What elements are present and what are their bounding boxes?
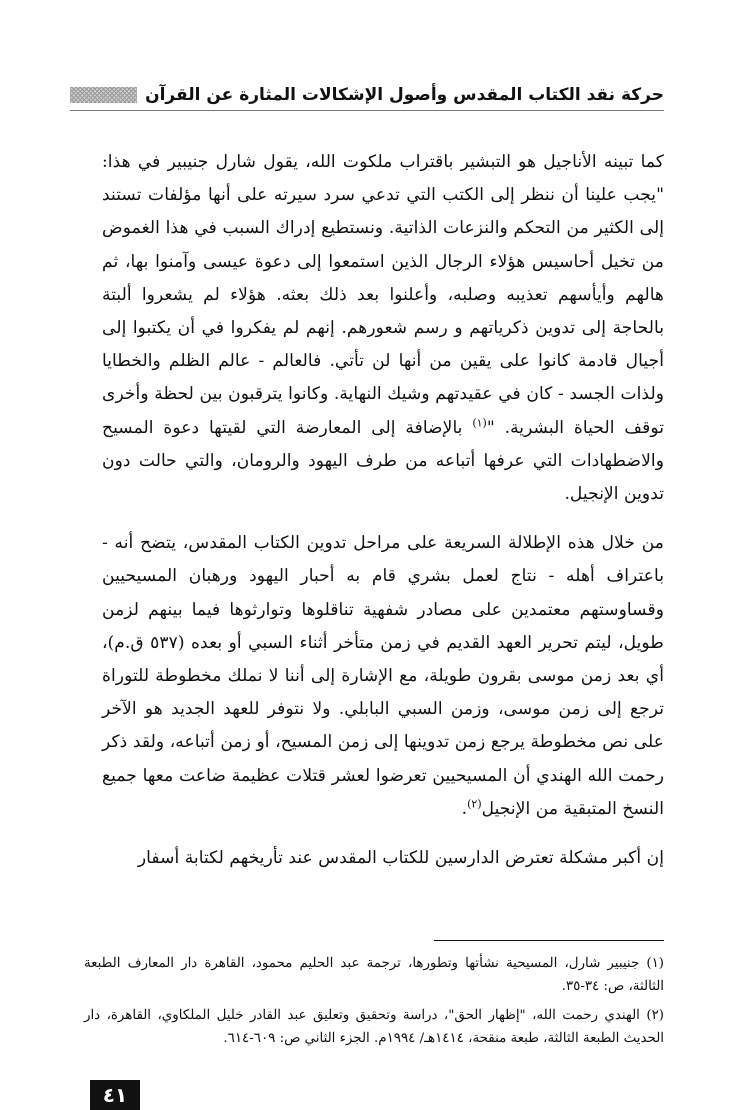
footnote-ref-2: (٢) [467, 797, 482, 811]
paragraph-3-text: إن أكبر مشكلة تعترض الدارسين للكتاب المقدس عند تأريخهم لكتابة أسفار [137, 848, 664, 869]
paragraph-2 [102, 527, 664, 826]
footnote-ref-1: (١) [472, 415, 487, 429]
body-text [102, 146, 664, 891]
paragraph-2-end: . [461, 798, 468, 819]
page-number: ٤١ [90, 1080, 140, 1110]
header-decorative-band [70, 87, 137, 103]
paragraph-2-text: من خلال هذه الإطلالة السريعة على مراحل تدوين الكتاب المقدس، يتضح أنه - باعتراف أهله - نتاج لعمل بشري قام به أحبار اليهود ورهبان المسيحيين وقساوستهم معتمدين على مصادر شفهية تناقلوها وتوارثوها فيما بينهم لزمن طويل، ليتم تحرير العهد القديم في زمن متأخر أثناء السبي أو بعده (٥٣٧ ق.م)، أي بعد زمن موسى بقرون طويلة، مع الإشارة إلى أننا لا نملك مخطوطة للتوراة ترجع إلى زمن موسى، وزمن السبي البابلي. ولا نتوفر للعهد الجديد هو الآخر على نص مخطوطة يرجع زمن تدوينها إلى زمن المسيح، أو زمن أتباعه، ولقد ذكر رحمت الله الهندي أن المسيحيين تعرضوا لعشر قتلات عظيمة ضاعت معها جميع النسخ المتبقية من الإنجيل [102, 533, 664, 819]
footnote-2: (٢) الهندي رحمت الله، "إظهار الحق"، دراسة وتحقيق وتعليق عبد القادر خليل الملكاوي، القاهرة، دار الحديث الطبعة الثالثة، طبعة منقحة، ١٤١٤هـ/ ١٩٩٤م. الجزء الثاني ص: ٦٠٩-٦١٤. [84, 1008, 664, 1046]
paragraph-1-continuation: بالإضافة إلى المعارضة التي لقيتها دعوة المسيح والاضطهادات التي عرفها أتباعه من طرف اليهود والرومان، والتي حالت دون تدوين الإنجيل. [102, 417, 664, 505]
running-header [70, 82, 664, 108]
footnote-1: (١) جنيبير شارل، المسيحية نشأتها وتطورها، ترجمة عبد الحليم محمود، القاهرة دار المعارف الطبعة الثالثة، ص: ٣٤-٣٥. [84, 956, 664, 994]
running-title: حركة نقد الكتاب المقدس وأصول الإشكالات المثارة عن القرآن [145, 85, 664, 105]
paragraph-3 [102, 842, 664, 875]
paragraph-1-text: كما تبينه الأناجيل هو التبشير باقتراب ملكوت الله، يقول شارل جنيبير في هذا: "يجب علينا أن ننظر إلى الكتب التي تدعي سرد سيرته على أنها مؤلفات تستند إلى الكثير من التحكم والنزعات الذاتية. ونستطيع إدراك السبب في هذا الغموض من تخيل أحاسيس هؤلاء الرجال الذين استمعوا إلى دعوة عيسى وآمنوا بها، ثم هالهم وأيأسهم تعذيبه وصلبه، وأعلنوا بعد ذلك بعثه. هؤلاء لم يشعروا ألبتة بالحاجة إلى تدوين ذكرياتهم و رسم شعورهم. إنهم لم يفكروا في أن يكتبوا إلى أجيال قادمة كانوا على يقين من أنها لن تأتي. فالعالم - عالم الظلم والخطايا ولذات الجسد - كان في عقيدتهم وشيك النهاية. وكانوا يترقبون بين لحظة وأخرى توقف الحياة البشرية. " [102, 152, 664, 438]
header-rule [70, 110, 664, 111]
paragraph-1 [102, 146, 664, 511]
footnote-separator [434, 940, 664, 941]
footnotes [84, 952, 664, 1056]
